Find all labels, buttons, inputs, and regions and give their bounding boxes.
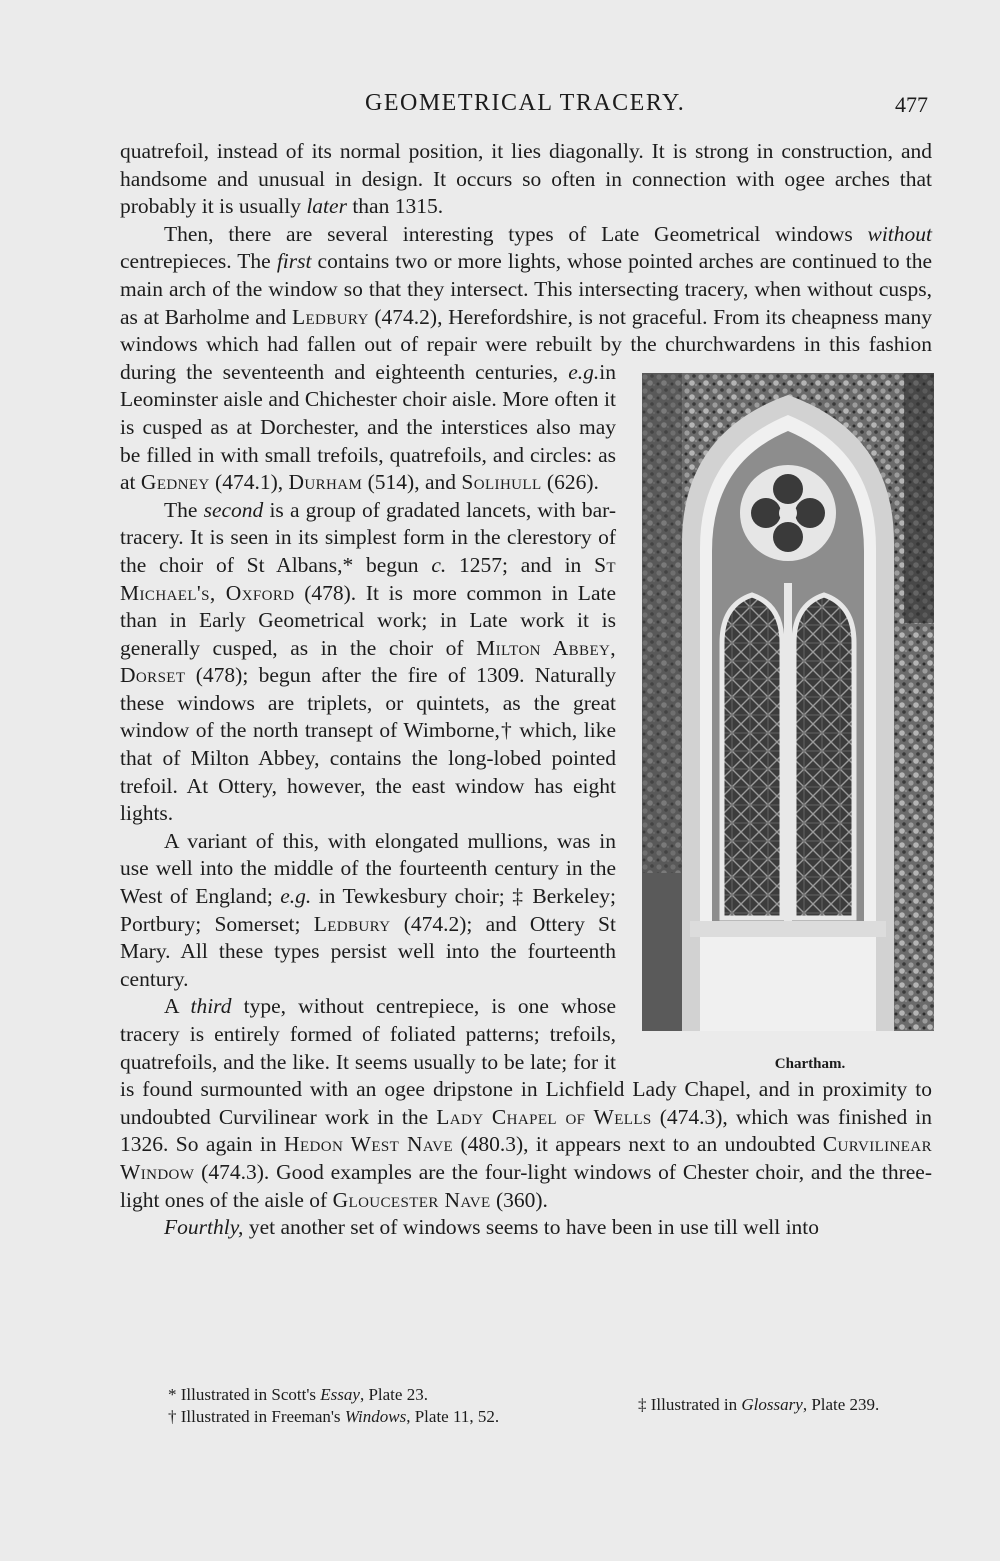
italic-run: e.g. — [280, 884, 312, 909]
text-run: ‡ Illustrated in — [638, 1395, 742, 1414]
paragraph-1 — [120, 138, 932, 221]
body-text — [120, 138, 932, 1242]
text-run: (474.1), — [209, 470, 289, 495]
text-run: (360). — [490, 1187, 548, 1212]
figure-caption: Chartham. — [774, 1055, 846, 1072]
footnote-3 — [638, 1394, 879, 1416]
text-run: † Illustrated in Freeman's — [168, 1407, 345, 1426]
text-run: * Illustrated in Scott's — [168, 1385, 321, 1404]
place-name: Gedney — [140, 470, 210, 495]
place-name: Hedon West Nave — [284, 1132, 454, 1157]
text-run: (626). — [541, 470, 599, 495]
text-run: Then, there are several interesting types of Late Geometrical windows — [164, 221, 868, 246]
text-run: type, without centrepiece, is one whose tracery is entirely formed of foliated patterns; trefoils, quatrefoils, and the like. It seems usually to be late; for it is found surmounted with an ogee dripstone in Lichfield Lady Chapel, and in proximity to undoubted Curvilinear work in the — [120, 994, 932, 1129]
text-run: (474.2), Herefordshire, is not graceful. From its cheapness many windows which had fallen out of repair were rebuilt by the churchwardens in this fashion during the seventeenth and eighteenth centuries, — [120, 304, 932, 384]
text-run: , Plate 239. — [802, 1395, 880, 1414]
italic-run: later — [306, 194, 347, 219]
italic-run: first — [276, 249, 312, 274]
place-name: Ledbury — [313, 911, 391, 936]
italic-run: third — [190, 994, 232, 1019]
place-name: St Michael's, Oxford — [120, 552, 616, 605]
text-run: (474.3), which was finished in 1326. So again in — [120, 1104, 932, 1157]
text-run: (474.2); and Ottery St Mary. All these types persist well into the fourteenth century. — [120, 911, 616, 991]
italic-run: e.g. — [568, 359, 600, 384]
italic-run: Glossary — [741, 1395, 803, 1414]
text-run: (478); begun after the fire of 1309. Naturally these windows are triplets, or quintets, as the great window of the north transept of Wimborne,† which, like that of Milton Abbey, contains the long-lobed pointed trefoil. At Ottery, however, the east window has eight lights. — [120, 663, 616, 826]
text-run: contains two or more lights, whose pointed arches are continued to the main arch of the window so that they intersect. This intersecting tracery, when without cusps, as at Barholme and — [120, 249, 932, 329]
text-run: A — [164, 994, 191, 1019]
text-run: yet another set of windows seems to have been in use till well into — [243, 1215, 820, 1240]
page-number: 477 — [895, 92, 928, 117]
text-run: (514), and — [362, 470, 462, 495]
text-run: 1257; and in — [446, 552, 595, 577]
footnotes — [168, 1384, 938, 1428]
text-run: is a group of gradated lancets, with bar-tracery. It is seen in its simplest form in the clerestory of the choir of St Albans,* begun — [120, 497, 616, 577]
place-name: Solihull — [461, 470, 542, 495]
italic-run: second — [203, 497, 264, 522]
text-run: in Leominster aisle and Chichester choir aisle. More often it is cusped as at Dorchester, and the interstices also may be filled in with small trefoils, quatrefoils, and circles: as at — [120, 359, 616, 495]
italic-run: c. — [431, 552, 447, 577]
italic-run: Fourthly, — [164, 1215, 244, 1240]
figure — [642, 373, 934, 1072]
text-run: in Tewkesbury choir; ‡ Berkeley; Portbury; Somerset; — [120, 884, 616, 936]
text-run: (480.3), it appears next to an undoubted — [453, 1132, 823, 1157]
text-run: , Plate 23. — [359, 1385, 428, 1404]
text-run: The — [164, 497, 204, 522]
text-run: quatrefoil, instead of its normal position, it lies diagonally. It is strong in construction, and handsome and unusual in design. It occurs so often in connection with ogee arches that probably it is usually — [120, 139, 932, 219]
place-name: Milton Abbey, Dorset — [120, 635, 617, 688]
italic-run: Windows — [344, 1407, 407, 1426]
running-title: GEOMETRICAL TRACERY. — [365, 90, 686, 116]
place-name: Gloucester Nave — [332, 1187, 491, 1212]
paragraph-6 — [120, 1214, 932, 1242]
text-run: centrepieces. The — [120, 249, 277, 274]
italic-run: without — [867, 221, 932, 246]
place-name: Curvilinear Window — [120, 1132, 932, 1184]
italic-run: Essay — [320, 1385, 360, 1404]
chartham-window-photo — [642, 373, 934, 1031]
place-name: Durham — [288, 470, 363, 495]
text-run: , Plate 11, 52. — [406, 1407, 500, 1426]
text-run: (474.3). Good examples are the four-light windows of Chester choir, and the three-light ones of the aisle of — [120, 1159, 932, 1212]
text-run: (478). It is more common in Late than in Early Geometrical work; in Late work it is generally cusped, as in the choir of — [120, 580, 616, 660]
text-run: than 1315. — [346, 194, 444, 219]
place-name: Lady Chapel of Wells — [436, 1104, 652, 1129]
text-run: A variant of this, with elongated mullions, was in use well into the middle of the fourteenth century in the West of England; — [120, 828, 616, 909]
place-name: Ledbury — [291, 304, 369, 329]
